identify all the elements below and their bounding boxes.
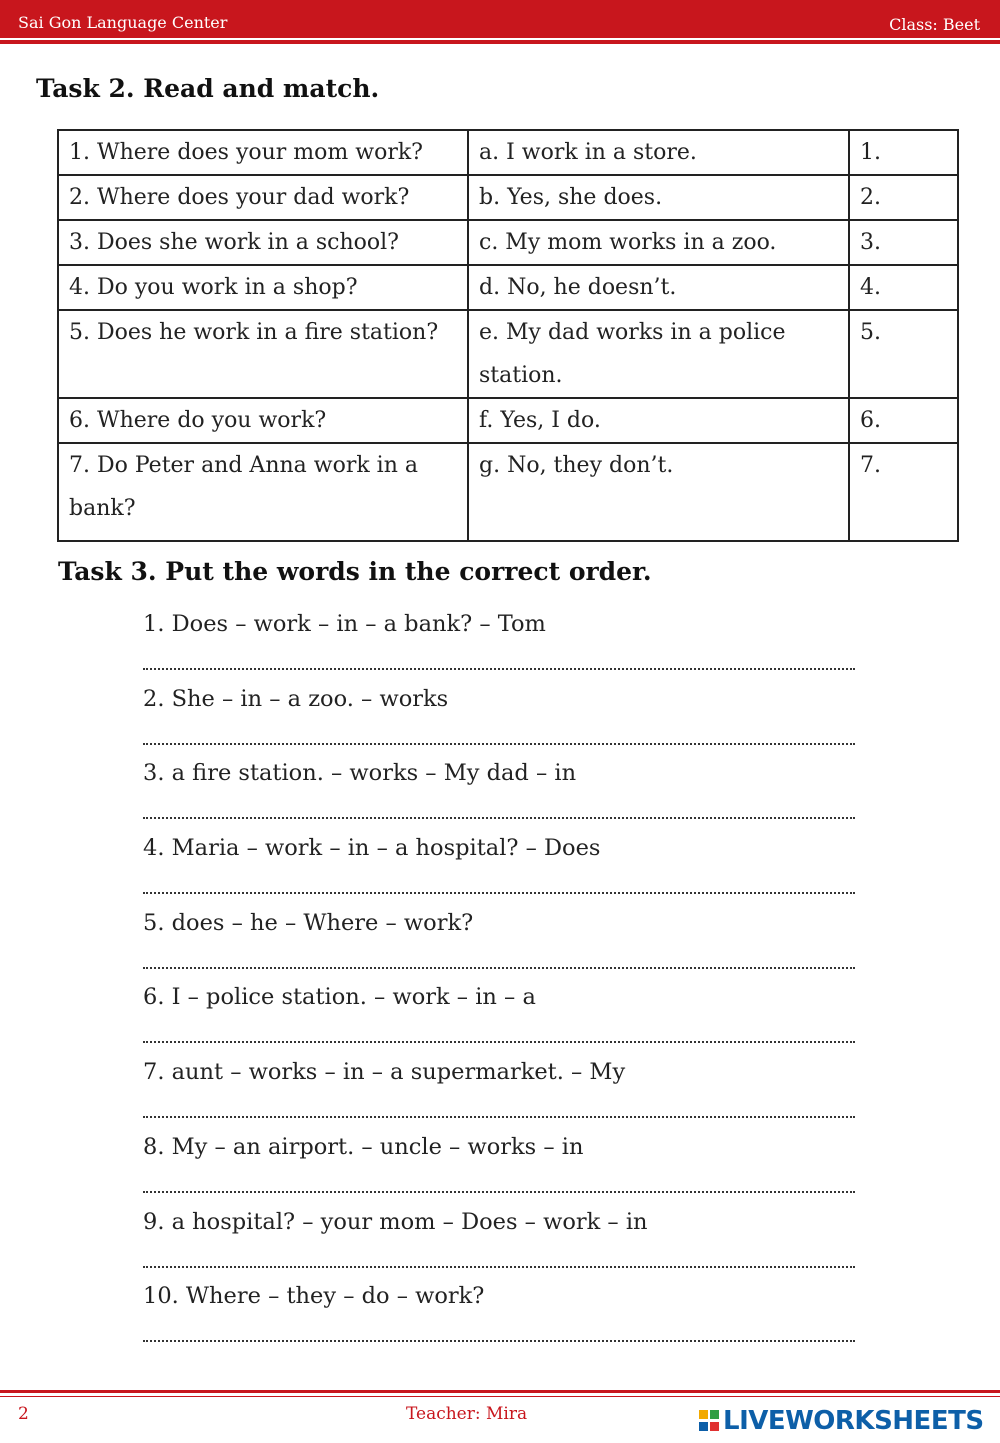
order-question: 6. I – police station. – work – in – a [143, 984, 536, 1011]
order-question: 1. Does – work – in – a bank? – Tom [143, 611, 546, 637]
order-question: 4. Maria – work – in – a hospital? – Does [143, 835, 601, 862]
list-item [143, 903, 883, 978]
list-item [143, 679, 883, 754]
answer-cell: b. Yes, she does. [468, 175, 849, 220]
key-cell[interactable]: 7. [849, 443, 958, 541]
list-item [143, 604, 883, 679]
question-cell: 5. Does he work in a fire station? [58, 310, 468, 398]
page-number: 2 [18, 1404, 29, 1424]
header-rule [0, 40, 1000, 44]
order-question: 9. a hospital? – your mom – Does – work – in [143, 1208, 648, 1235]
class-name: Class: Beet [889, 15, 980, 34]
answer-cell: e. My dad works in a police station. [468, 310, 849, 398]
list-item [143, 1052, 883, 1127]
table-row [58, 265, 958, 310]
key-cell[interactable]: 3. [849, 220, 958, 265]
brand-logo[interactable] [698, 1404, 984, 1438]
table-row [58, 443, 958, 541]
key-cell[interactable]: 5. [849, 310, 958, 398]
table-row [58, 398, 958, 443]
question-cell: 4. Do you work in a shop? [58, 265, 468, 310]
blocks-icon [698, 1409, 720, 1433]
footer-rule [0, 1390, 1000, 1393]
order-question: 10. Where – they – do – work? [143, 1283, 485, 1310]
answer-cell: f. Yes, I do. [468, 398, 849, 443]
order-question: 7. aunt – works – in – a supermarket. – My [143, 1059, 626, 1086]
list-item [143, 1127, 883, 1202]
question-cell: 3. Does she work in a school? [58, 220, 468, 265]
answer-cell: c. My mom works in a zoo. [468, 220, 849, 265]
school-name: Sai Gon Language Center [18, 13, 228, 32]
question-cell: 1. Where does your mom work? [58, 130, 468, 175]
match-table [57, 129, 959, 542]
order-list [143, 604, 883, 1351]
list-item [143, 753, 883, 828]
key-cell[interactable]: 6. [849, 398, 958, 443]
table-row [58, 220, 958, 265]
question-cell: 6. Where do you work? [58, 398, 468, 443]
answer-cell: d. No, he doesn’t. [468, 265, 849, 310]
key-cell[interactable]: 4. [849, 265, 958, 310]
teacher-name: Teacher: Mira [406, 1404, 528, 1424]
key-cell[interactable]: 2. [849, 175, 958, 220]
table-row [58, 175, 958, 220]
list-item [143, 977, 883, 1052]
list-item [143, 1202, 883, 1277]
order-question: 5. does – he – Where – work? [143, 909, 474, 936]
key-cell[interactable]: 1. [849, 130, 958, 175]
answer-cell: g. No, they don’t. [468, 443, 849, 541]
question-cell: 2. Where does your dad work? [58, 175, 468, 220]
footer-rule-thin [0, 1396, 1000, 1397]
task3-title: Task 3. Put the words in the correct order. [58, 557, 652, 586]
answer-cell: a. I work in a store. [468, 130, 849, 175]
order-question: 2. She – in – a zoo. – works [143, 685, 449, 712]
brand-name: LIVEWORKSHEETS [723, 1406, 984, 1436]
question-cell: 7. Do Peter and Anna work in a bank? [58, 443, 468, 541]
table-row [58, 310, 958, 398]
list-item [143, 828, 883, 903]
list-item [143, 1276, 883, 1351]
order-question: 8. My – an airport. – uncle – works – in [143, 1133, 584, 1160]
table-row [58, 130, 958, 175]
order-question: 3. a fire station. – works – My dad – in [143, 760, 577, 787]
task2-title: Task 2. Read and match. [36, 74, 380, 103]
